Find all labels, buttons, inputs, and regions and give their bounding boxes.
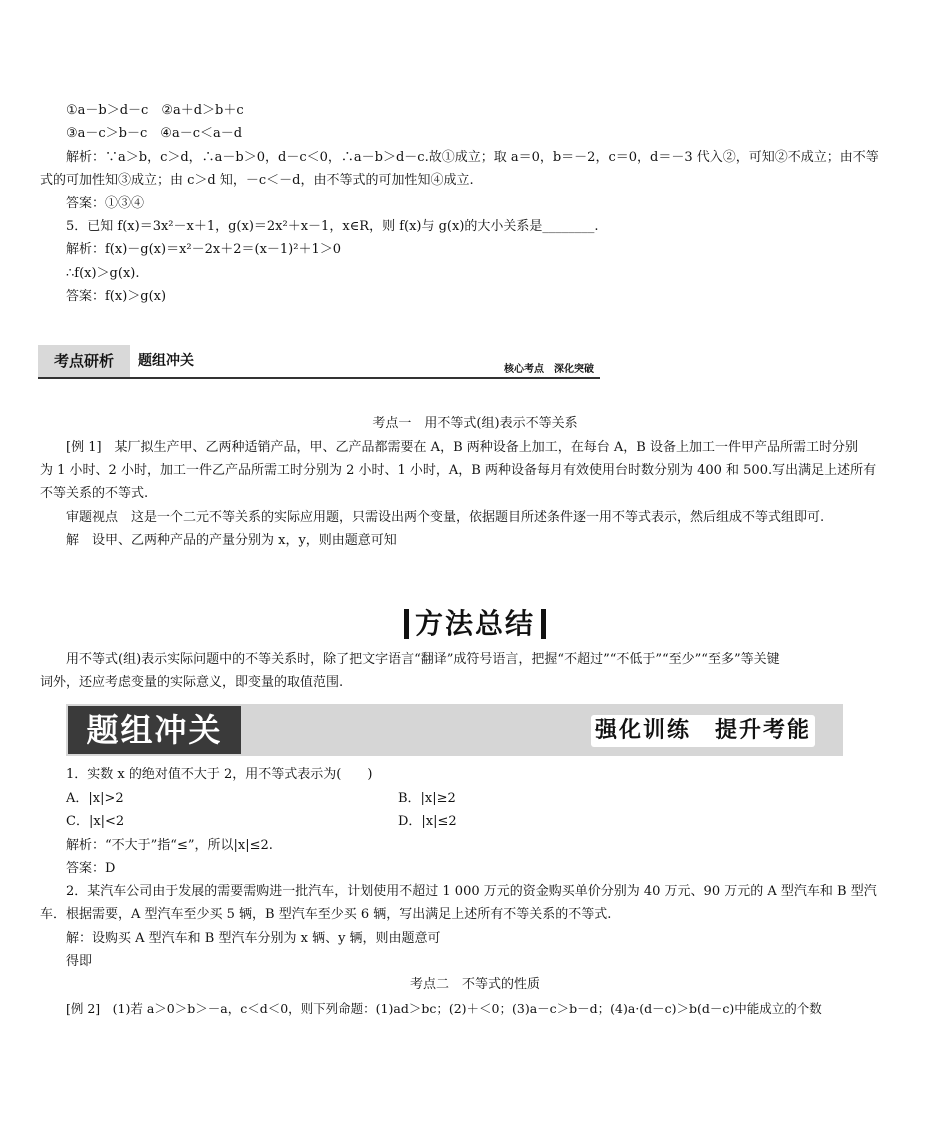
example-1-line-2: 为 1 小时、2 小时，加工一件乙产品所需工时分别为 2 小时、1 小时，A，B 两种设备每月有效使用台时数分别为 400 和 500.写出满足上述所有 [40,463,877,478]
practice-answer-1: 答案：D [66,861,116,876]
section-header-subtitle: 题组冲关 [138,353,194,369]
example-1-solution: 解 设甲、乙两种产品的产量分别为 x，y，则由题意可知 [66,533,397,548]
example-2-line-1: [例 2] (1)若 a＞0＞b＞－a，c＜d＜0，则下列命题：(1)ad＞bc；(2)＋＜0；(3)a－c＞b－d；(4)a·(d－c)＞b(d－c)中能成立的个数 [66,1001,822,1016]
example-1-line-1: [例 1] 某厂拟生产甲、乙两种适销产品，甲、乙产品都需要在 A，B 两种设备上加工，在每台 A，B 设备上加工一件甲产品所需工时分别 [66,440,858,455]
method-summary-line-1: 用不等式(组)表示实际问题中的不等关系时，除了把文字语言“翻译”成符号语言，把握“不超过”“不低于”“至少”“至多”等关键 [66,652,780,667]
choice-a: A．|x|>2 [66,791,124,806]
question-5: 5．已知 f(x)＝3x²－x＋1，g(x)＝2x²＋x－1，x∈R，则 f(x)与 g(x)的大小关系是________. [66,219,599,234]
practice-banner [66,704,843,756]
section-2-title: 考点二 不等式的性质 [409,977,540,992]
practice-banner-tagline: 强化训练 提升考能 [591,715,815,747]
practice-solution-2: 解：设购买 A 型汽车和 B 型汽车分别为 x 辆、y 辆，则由题意可 [66,931,441,946]
answer-4: 答案：①③④ [66,196,145,211]
method-summary-line-2: 词外，还应考虑变量的实际意义，即变量的取值范围. [40,675,344,690]
method-summary-heading [0,602,950,642]
analysis-5: 解析：f(x)－g(x)＝x²－2x＋2＝(x－1)²＋1＞0 [66,242,341,257]
section-1-title: 考点一 用不等式(组)表示不等关系 [372,416,578,431]
practice-solution-2-cont: 得即 [66,954,93,969]
section-header-rule [38,377,600,379]
option-line-2: ③a－c＞b－c ④a－c＜a－d [66,126,243,141]
option-line-1: ①a－b＞d－c ②a＋d＞b＋c [66,103,244,118]
review-viewpoint: 审题视点 这是一个二元不等关系的实际应用题，只需设出两个变量，依据题目所述条件逐一用不等式表示，然后组成不等式组即可. [66,510,825,525]
section-header-bar [38,345,600,379]
answer-5: 答案：f(x)＞g(x) [66,289,167,304]
method-summary-title: 方法总结 [414,607,535,640]
practice-question-2-line-1: 2．某汽车公司由于发展的需要需购进一批汽车，计划使用不超过 1 000 万元的资金购买单价分别为 40 万元、90 万元的 A 型汽车和 B 型汽 [66,884,877,899]
example-1-line-3: 不等关系的不等式. [40,486,149,501]
heading-bar-right [541,609,546,639]
heading-bar-left [404,609,409,639]
practice-analysis-1: 解析：“不大于”指“≤”，所以|x|≤2. [66,838,273,853]
choice-d: D．|x|≤2 [398,814,457,829]
practice-question-1: 1．实数 x 的绝对值不大于 2，用不等式表示为( ) [66,767,373,782]
choice-c: C．|x|<2 [66,814,125,829]
analysis-line-1: 解析：∵a＞b，c＞d，∴a－b＞0，d－c＜0，∴a－b＞d－c.故①成立；取 a＝0，b＝－2，c＝0，d＝－3 代入②，可知②不成立；由不等 [66,150,879,165]
section-header-label: 考点研析 [38,345,130,377]
practice-banner-title: 题组冲关 [68,706,241,754]
section-header-tagline: 核心考点 深化突破 [504,364,594,375]
practice-question-2-line-2: 车．根据需要，A 型汽车至少买 5 辆，B 型汽车至少买 6 辆，写出满足上述所有不等关系的不等式. [40,907,612,922]
analysis-line-2: 式的可加性知③成立；由 c＞d 知，－c＜－d，由不等式的可加性知④成立. [40,173,474,188]
choice-b: B．|x|≥2 [398,791,456,806]
conclusion-5: ∴f(x)＞g(x). [66,266,140,281]
